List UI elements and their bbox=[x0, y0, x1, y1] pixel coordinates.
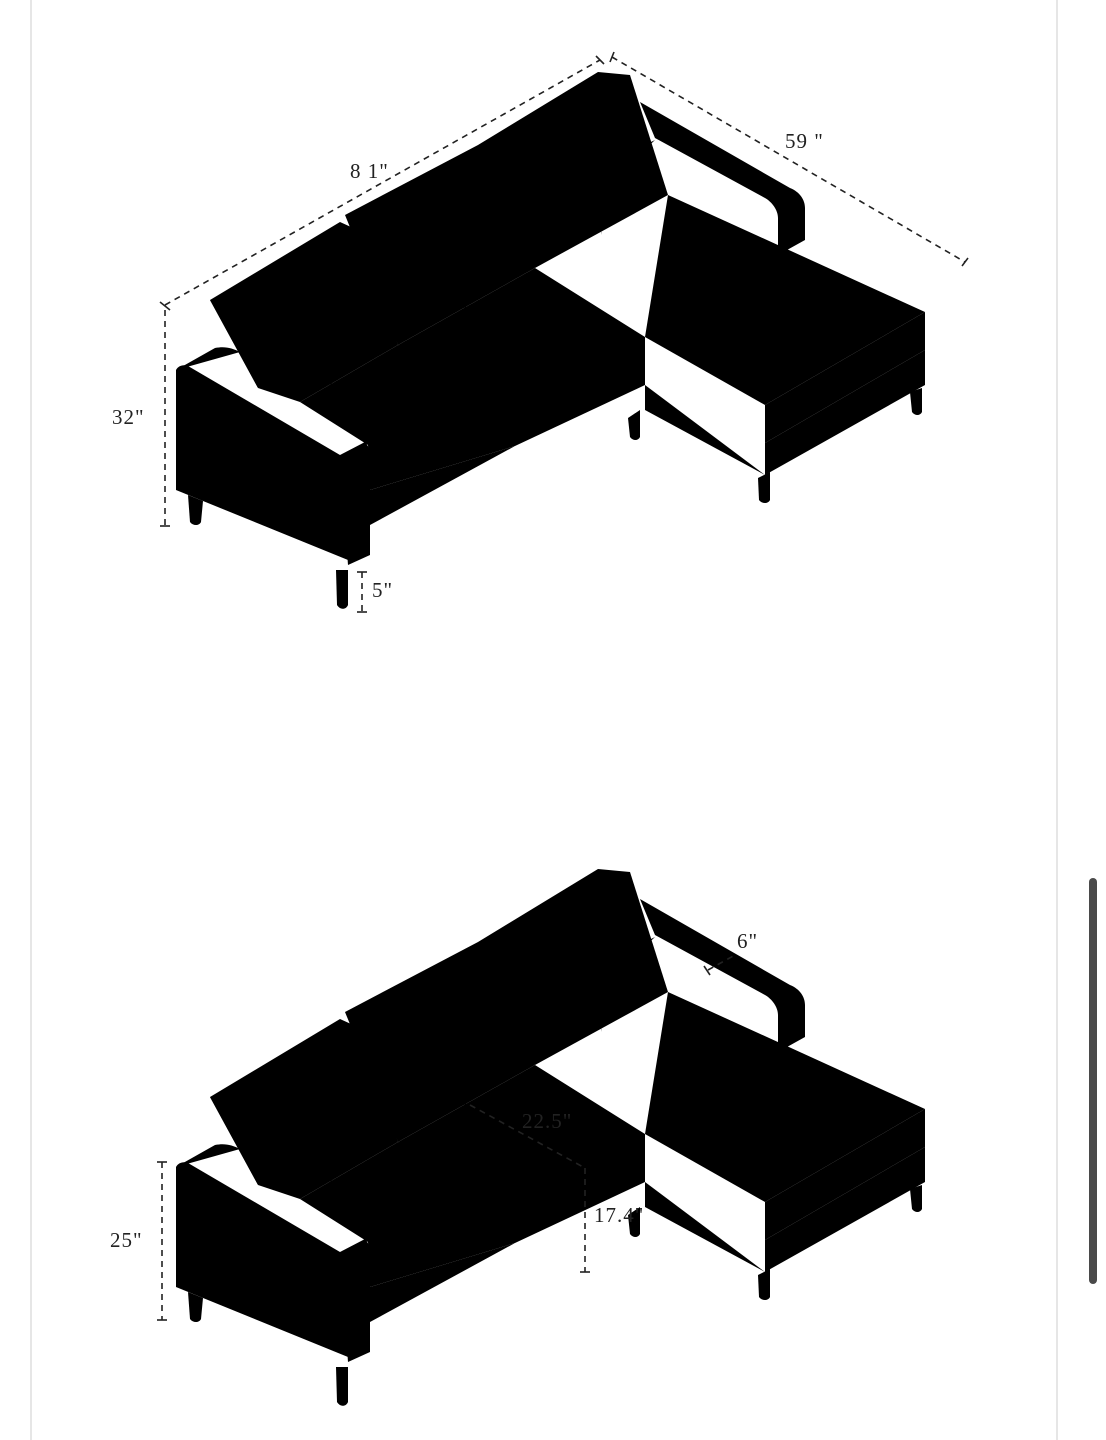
depth-label: 59 " bbox=[785, 129, 824, 153]
seat-height-label: 17.4" bbox=[594, 1203, 645, 1227]
seat-depth-label: 22.5" bbox=[522, 1109, 573, 1133]
arm-width-label: 6" bbox=[737, 929, 759, 953]
sofa-bottom-drawing bbox=[176, 869, 925, 1406]
leg-height-label: 5" bbox=[372, 578, 394, 602]
width-label: 8 1" bbox=[350, 159, 389, 183]
height-label: 32" bbox=[112, 405, 145, 429]
arm-height-label: 25" bbox=[110, 1228, 143, 1252]
